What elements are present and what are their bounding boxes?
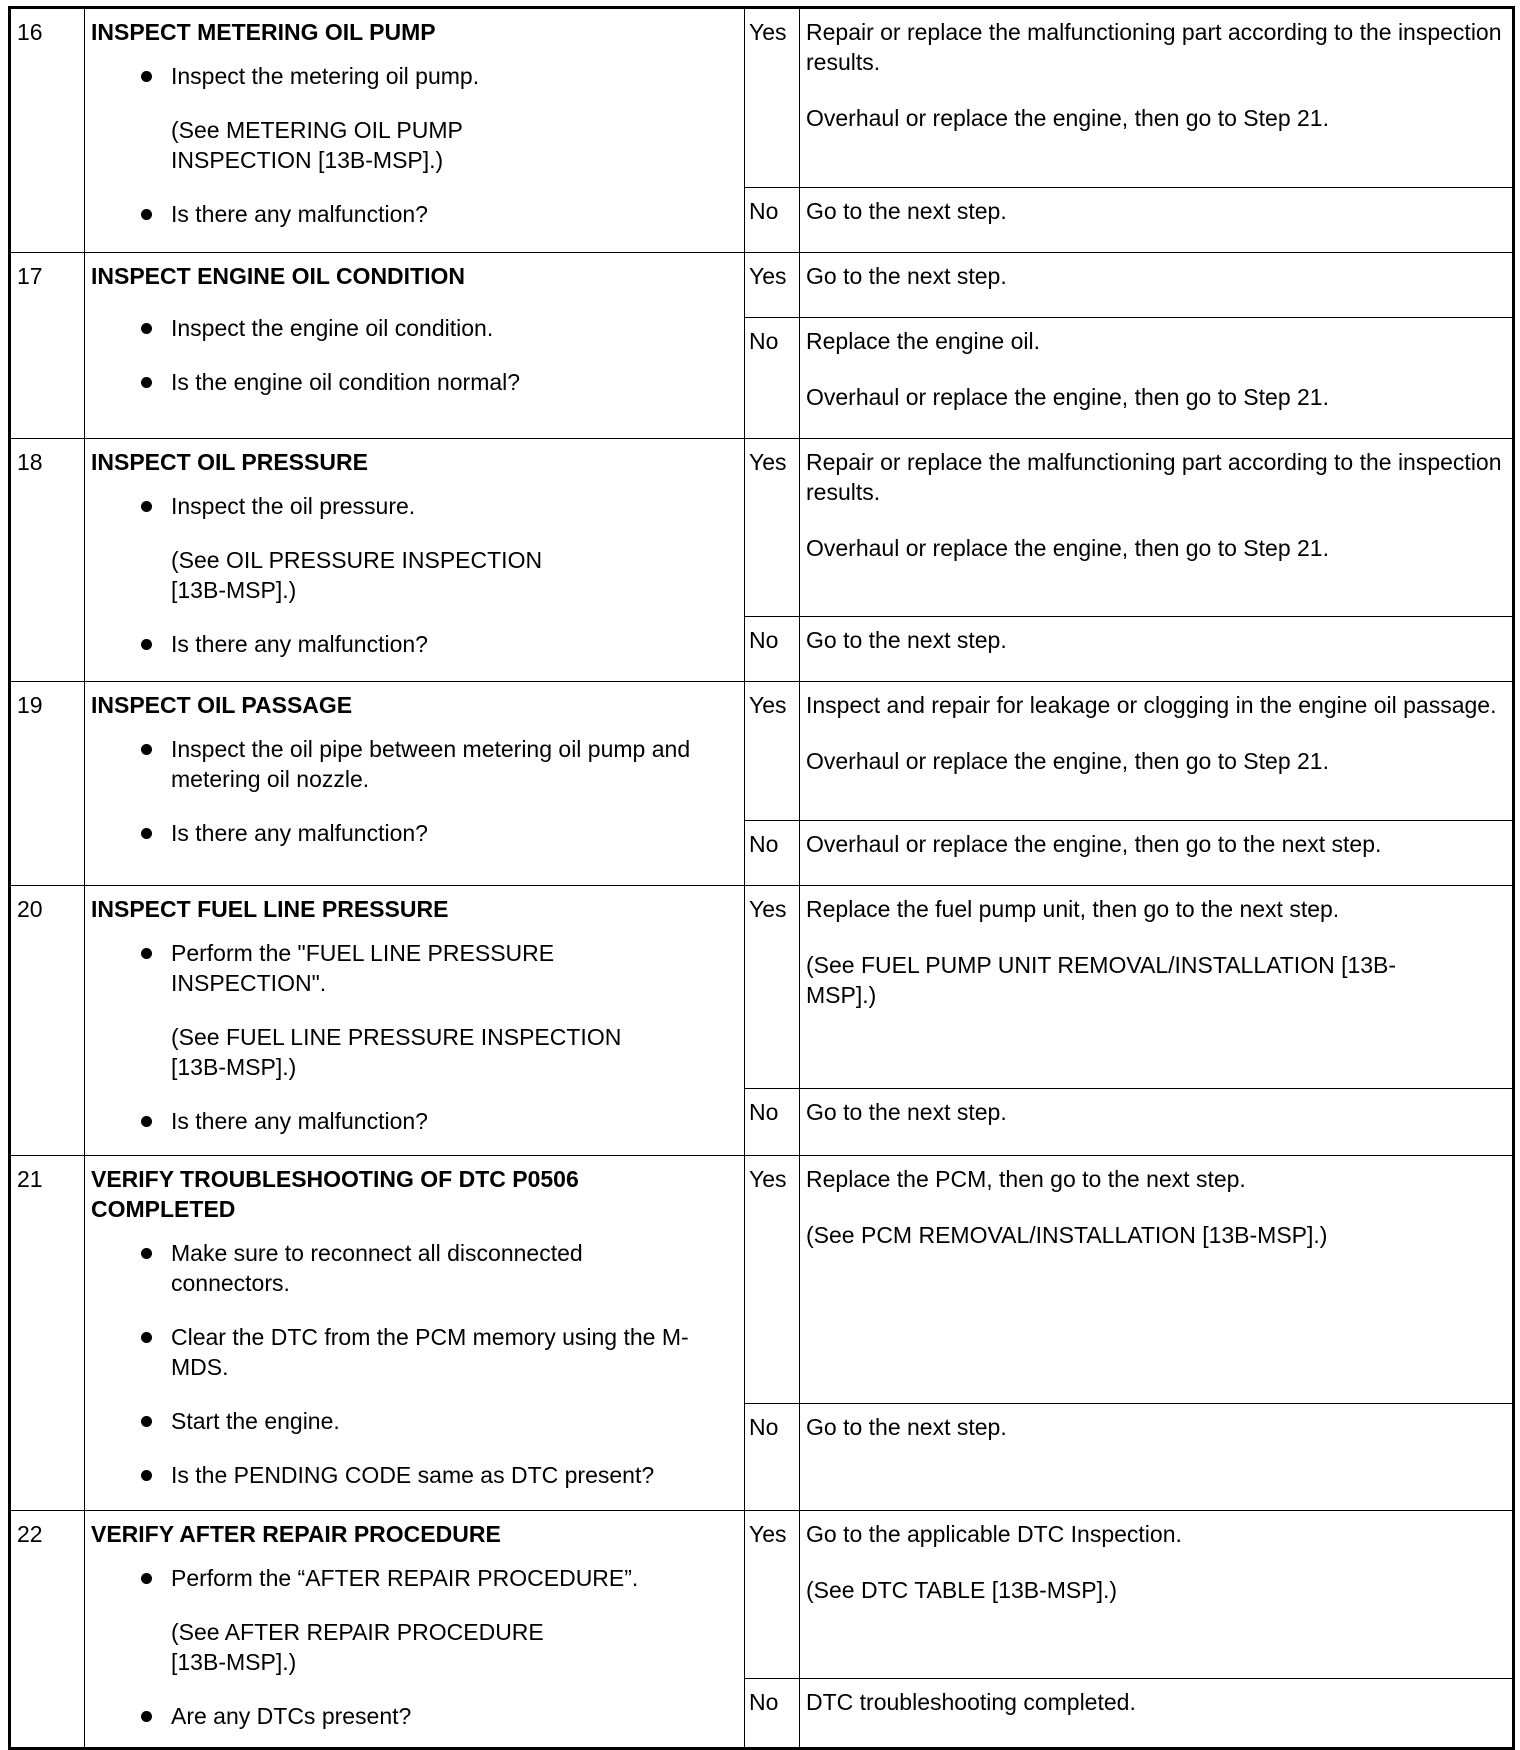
- bullet-icon: [141, 948, 152, 959]
- step-number: 18: [17, 449, 43, 475]
- step-title: VERIFY TROUBLESHOOTING OF DTC P0506 COMPLETED: [91, 1166, 579, 1222]
- step-description-cell: [85, 1511, 745, 1749]
- bullet-item: Perform the "FUEL LINE PRESSURE INSPECTION".: [91, 938, 591, 998]
- action-text: Go to the next step.: [806, 1099, 1007, 1125]
- bullet-item: Inspect the engine oil condition.: [91, 313, 738, 343]
- step-title: INSPECT ENGINE OIL CONDITION: [91, 263, 465, 289]
- answer-yes-cell: Yes: [745, 1156, 800, 1404]
- action-text: Inspect and repair for leakage or clogging in the engine oil passage.: [806, 692, 1497, 718]
- step-number: 21: [17, 1166, 43, 1192]
- step-description-cell: [85, 439, 745, 682]
- bullet-icon: [141, 1711, 152, 1722]
- bullet-item: Is there any malfunction?: [91, 1106, 738, 1136]
- answer-no-cell: No: [745, 318, 800, 439]
- step-number: 20: [17, 896, 43, 922]
- action-no-cell: [800, 318, 1514, 439]
- answer-yes-cell: Yes: [745, 1511, 800, 1679]
- reference-note: (See FUEL LINE PRESSURE INSPECTION [13B-MSP].): [171, 1024, 622, 1080]
- table-row: [10, 886, 1514, 1089]
- bullet-icon: [141, 1416, 152, 1427]
- step-number-cell: [10, 1511, 85, 1749]
- answer-yes-cell: Yes: [745, 8, 800, 188]
- bullet-item: Is the engine oil condition normal?: [91, 367, 738, 397]
- step-number: 17: [17, 263, 43, 289]
- action-text: Overhaul or replace the engine, then go to Step 21.: [806, 748, 1329, 774]
- answer-no-cell: No: [745, 1404, 800, 1511]
- reference-note: (See METERING OIL PUMP INSPECTION [13B-MSP].): [171, 117, 463, 173]
- action-text: Go to the next step.: [806, 263, 1007, 289]
- answer-yes-cell: Yes: [745, 439, 800, 617]
- action-text: Overhaul or replace the engine, then go to Step 21.: [806, 535, 1329, 561]
- step-title: INSPECT OIL PASSAGE: [91, 692, 353, 718]
- bullet-item: Make sure to reconnect all disconnected connectors.: [91, 1238, 671, 1298]
- action-text: (See DTC TABLE [13B-MSP].): [806, 1577, 1118, 1603]
- bullet-icon: [141, 828, 152, 839]
- step-description-cell: [85, 8, 745, 253]
- bullet-icon: [141, 1470, 152, 1481]
- bullet-icon: [141, 1573, 152, 1584]
- bullet-item: Is there any malfunction?: [91, 629, 738, 659]
- step-number: 22: [17, 1521, 43, 1547]
- action-yes-cell: [800, 439, 1514, 617]
- bullet-icon: [141, 501, 152, 512]
- action-yes-cell: [800, 682, 1514, 821]
- step-number-cell: [10, 439, 85, 682]
- action-no-cell: [800, 821, 1514, 886]
- action-text: (See PCM REMOVAL/INSTALLATION [13B-MSP].): [806, 1222, 1328, 1248]
- action-text: Replace the fuel pump unit, then go to the next step.: [806, 896, 1340, 922]
- bullet-item: Inspect the oil pipe between metering oil pump and metering oil nozzle.: [91, 734, 738, 794]
- reference-note: (See OIL PRESSURE INSPECTION [13B-MSP].): [171, 547, 543, 603]
- table-row: [10, 439, 1514, 617]
- table-row: [10, 253, 1514, 318]
- action-no-cell: [800, 188, 1514, 253]
- step-description-cell: [85, 1156, 745, 1511]
- bullet-item: Is there any malfunction?: [91, 199, 738, 229]
- action-text: (See FUEL PUMP UNIT REMOVAL/INSTALLATION [13B-MSP].): [806, 952, 1397, 1008]
- answer-no-cell: No: [745, 617, 800, 682]
- bullet-item: Are any DTCs present?: [91, 1701, 738, 1731]
- action-text: Replace the PCM, then go to the next step.: [806, 1166, 1246, 1192]
- step-description-cell: [85, 253, 745, 439]
- action-yes-cell: [800, 886, 1514, 1089]
- bullet-item: Inspect the metering oil pump.: [91, 61, 738, 91]
- action-yes-cell: [800, 1156, 1514, 1404]
- action-no-cell: [800, 1679, 1514, 1749]
- bullet-icon: [141, 744, 152, 755]
- step-title: INSPECT FUEL LINE PRESSURE: [91, 896, 449, 922]
- step-number: 16: [17, 19, 43, 45]
- reference-note: (See AFTER REPAIR PROCEDURE [13B-MSP].): [171, 1619, 544, 1675]
- action-no-cell: [800, 1404, 1514, 1511]
- bullet-item: Clear the DTC from the PCM memory using the M-MDS.: [91, 1322, 731, 1382]
- bullet-icon: [141, 1116, 152, 1127]
- answer-yes-cell: Yes: [745, 886, 800, 1089]
- bullet-icon: [141, 71, 152, 82]
- action-text: Go to the next step.: [806, 627, 1007, 653]
- step-number-cell: [10, 886, 85, 1156]
- bullet-icon: [141, 639, 152, 650]
- action-yes-cell: [800, 253, 1514, 318]
- answer-no-cell: No: [745, 188, 800, 253]
- action-text: Go to the applicable DTC Inspection.: [806, 1521, 1182, 1547]
- bullet-item: Inspect the oil pressure.: [91, 491, 738, 521]
- step-number-cell: [10, 1156, 85, 1511]
- step-number-cell: [10, 682, 85, 886]
- bullet-icon: [141, 1248, 152, 1259]
- step-number-cell: [10, 253, 85, 439]
- bullet-item: Is there any malfunction?: [91, 818, 738, 848]
- action-yes-cell: [800, 8, 1514, 188]
- answer-no-cell: No: [745, 1089, 800, 1156]
- action-no-cell: [800, 1089, 1514, 1156]
- action-text: Repair or replace the malfunctioning part according to the inspection results.: [806, 19, 1502, 75]
- table-row: [10, 1511, 1514, 1679]
- table-row: [10, 8, 1514, 188]
- action-text: Overhaul or replace the engine, then go to Step 21.: [806, 105, 1329, 131]
- action-no-cell: [800, 617, 1514, 682]
- bullet-icon: [141, 1332, 152, 1343]
- action-text: DTC troubleshooting completed.: [806, 1689, 1136, 1715]
- bullet-item: Is the PENDING CODE same as DTC present?: [91, 1460, 738, 1490]
- action-text: Go to the next step.: [806, 198, 1007, 224]
- action-text: Overhaul or replace the engine, then go to the next step.: [806, 831, 1382, 857]
- step-title: INSPECT OIL PRESSURE: [91, 449, 368, 475]
- bullet-icon: [141, 377, 152, 388]
- action-text: Replace the engine oil.: [806, 328, 1040, 354]
- answer-no-cell: No: [745, 1679, 800, 1749]
- answer-yes-cell: Yes: [745, 253, 800, 318]
- action-text: Repair or replace the malfunctioning part according to the inspection results.: [806, 449, 1502, 505]
- bullet-icon: [141, 323, 152, 334]
- step-description-cell: [85, 886, 745, 1156]
- troubleshooting-table: [8, 6, 1515, 1750]
- step-number: 19: [17, 692, 43, 718]
- bullet-icon: [141, 209, 152, 220]
- step-description-cell: [85, 682, 745, 886]
- answer-yes-cell: Yes: [745, 682, 800, 821]
- table-row: [10, 1156, 1514, 1404]
- step-number-cell: [10, 8, 85, 253]
- answer-no-cell: No: [745, 821, 800, 886]
- action-text: Go to the next step.: [806, 1414, 1007, 1440]
- action-text: Overhaul or replace the engine, then go to Step 21.: [806, 384, 1329, 410]
- step-title: VERIFY AFTER REPAIR PROCEDURE: [91, 1521, 501, 1547]
- step-title: INSPECT METERING OIL PUMP: [91, 19, 436, 45]
- table-row: [10, 682, 1514, 821]
- bullet-item: Perform the “AFTER REPAIR PROCEDURE”.: [91, 1563, 738, 1593]
- action-yes-cell: [800, 1511, 1514, 1679]
- bullet-item: Start the engine.: [91, 1406, 738, 1436]
